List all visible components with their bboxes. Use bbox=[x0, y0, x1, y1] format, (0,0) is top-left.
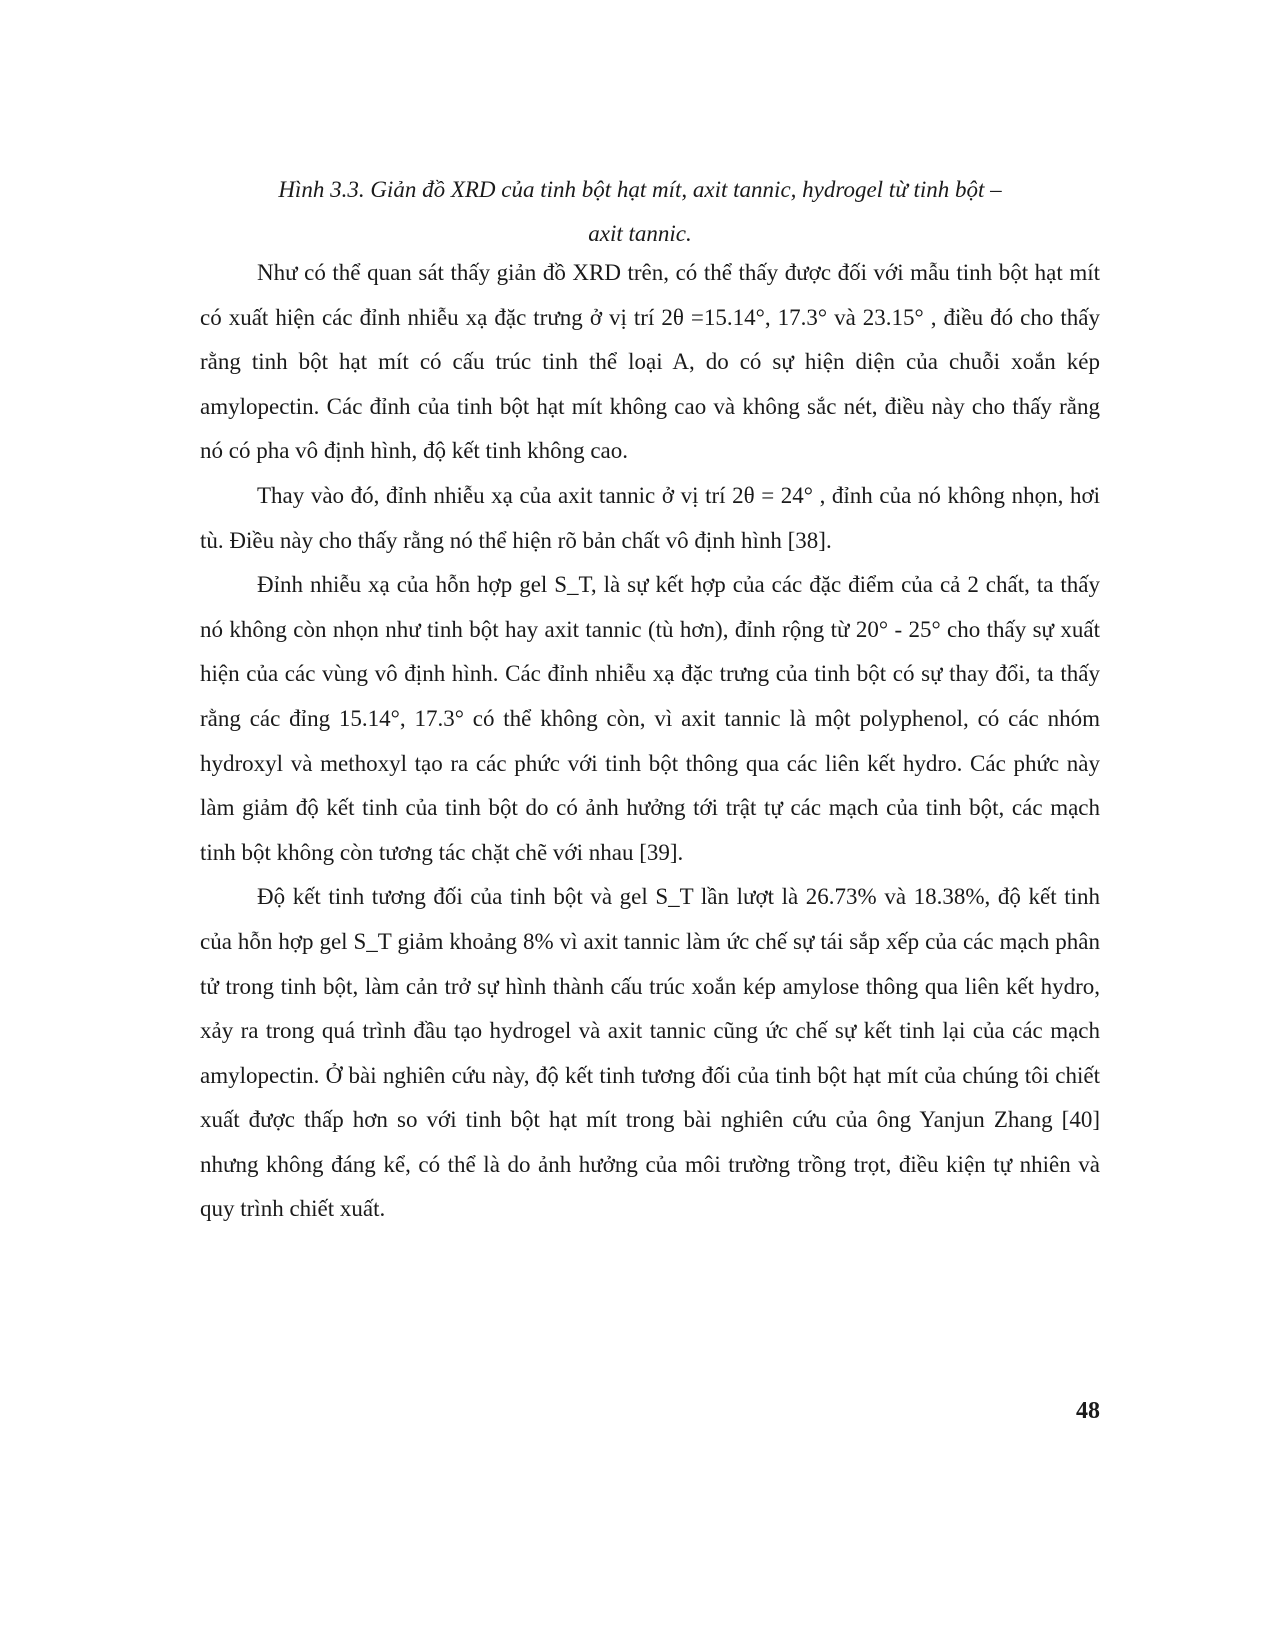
figure-caption bbox=[200, 168, 1080, 256]
paragraph-4: Độ kết tinh tương đối của tinh bột và gel S_T lần lượt là 26.73% và 18.38%, độ kết tinh của hỗn hợp gel S_T giảm khoảng 8% vì axit tannic làm ức chế sự tái sắp xếp của các mạch phân tử trong tinh bột, làm cản trở sự hình thành cấu trúc xoắn kép amylose thông qua liên kết hydro, xảy ra trong quá trình đầu tạo hydrogel và axit tannic cũng ức chế sự kết tinh lại của các mạch amylopectin. Ở bài nghiên cứu này, độ kết tinh tương đối của tinh bột hạt mít của chúng tôi chiết xuất được thấp hơn so với tinh bột hạt mít trong bài nghiên cứu của ông Yanjun Zhang [40] nhưng không đáng kể, có thể là do ảnh hưởng của môi trường trồng trọt, điều kiện tự nhiên và quy trình chiết xuất. bbox=[200, 884, 1100, 1222]
figure-caption-line-1: Hình 3.3. Giản đồ XRD của tinh bột hạt mít, axit tannic, hydrogel từ tinh bột – bbox=[278, 177, 1002, 202]
paragraph-3: Đỉnh nhiễu xạ của hỗn hợp gel S_T, là sự kết hợp của các đặc điểm của cả 2 chất, ta thấy nó không còn nhọn như tinh bột hay axit tannic (tù hơn), đỉnh rộng từ 20° - 25° cho thấy sự xuất hiện của các vùng vô định hình. Các đỉnh nhiễu xạ đặc trưng của tinh bột có sự thay đổi, ta thấy rằng các đỉng 15.14°, 17.3° có thể không còn, vì axit tannic là một polyphenol, có các nhóm hydroxyl và methoxyl tạo ra các phức với tinh bột thông qua các liên kết hydro. Các phức này làm giảm độ kết tinh của tinh bột do có ảnh hưởng tới trật tự các mạch của tinh bột, các mạch tinh bột không còn tương tác chặt chẽ với nhau [39]. bbox=[200, 572, 1100, 865]
body-text bbox=[200, 251, 1100, 1232]
page-number: 48 bbox=[1076, 1398, 1100, 1424]
paragraph-1: Như có thể quan sát thấy giản đồ XRD trên, có thể thấy được đối với mẫu tinh bột hạt mít có xuất hiện các đỉnh nhiễu xạ đặc trưng ở vị trí 2θ =15.14°, 17.3° và 23.15° , điều đó cho thấy rằng tinh bột hạt mít có cấu trúc tinh thể loại A, do có sự hiện diện của chuỗi xoắn kép amylopectin. Các đỉnh của tinh bột hạt mít không cao và không sắc nét, điều này cho thấy rằng nó có pha vô định hình, độ kết tinh không cao. bbox=[200, 260, 1100, 464]
figure-caption-line-2: axit tannic. bbox=[588, 221, 692, 246]
paragraph-2: Thay vào đó, đỉnh nhiễu xạ của axit tannic ở vị trí 2θ = 24° , đỉnh của nó không nhọn, hơi tù. Điều này cho thấy rằng nó thể hiện rõ bản chất vô định hình [38]. bbox=[200, 482, 1100, 553]
